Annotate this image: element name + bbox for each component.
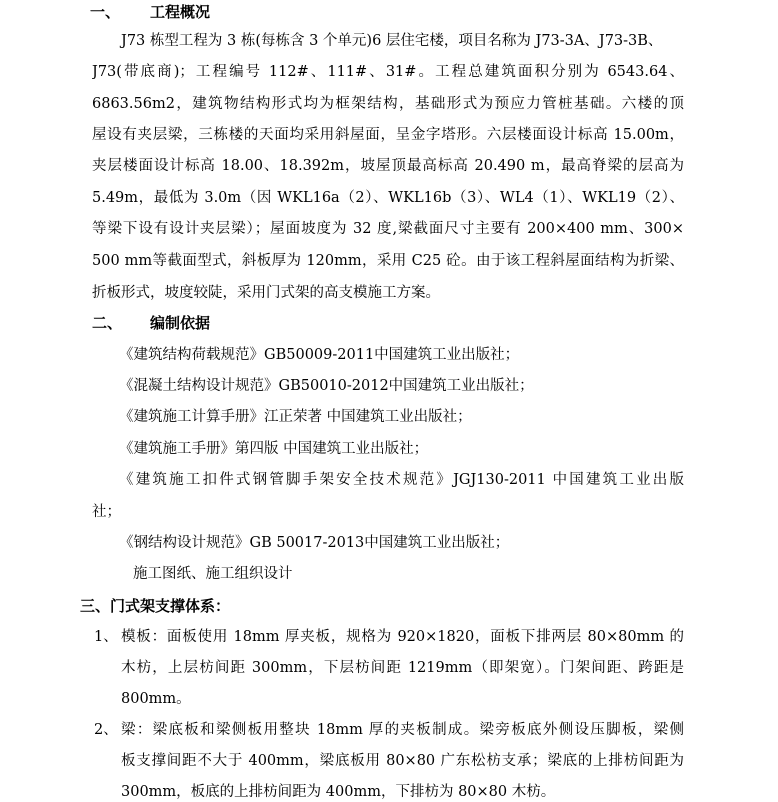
section3-item-1-line-1: 模板：面板使用 18mm 厚夹板，规格为 920×1820，面板下排两层 80×80mm 的: [121, 629, 684, 645]
section3-heading: 三、门式架支撑体系：: [80, 597, 231, 615]
section2-number: 二、: [92, 314, 123, 332]
ref-item-5: 《建筑施工扣件式钢管脚手架安全技术规范》JGJ130-2011 中国建筑工业出版: [119, 472, 684, 488]
section3-item-2-number: 2、: [94, 722, 118, 738]
section3-item-1-line-3: 800mm。: [121, 691, 191, 707]
section1-line-1: J73 栋型工程为 3 栋(每栋含 3 个单元)6 层住宅楼，项目名称为 J73-3A、J73-3B、: [121, 33, 663, 49]
section1-heading: [90, 2, 210, 22]
section1-line-2: J73(带底商)；工程编号 112#、111#、31#。工程总建筑面积分别为 6543.64、: [92, 64, 684, 80]
section1-number: 一、: [90, 3, 121, 21]
section1-title: 工程概况: [150, 3, 211, 21]
ref-item-7: 施工图纸、施工组织设计: [133, 566, 293, 582]
ref-item-2: 《混凝土结构设计规范》GB50010-2012中国建筑工业出版社；: [119, 378, 534, 394]
section1-line-8: 500 mm等截面型式，斜板厚为 120mm，采用 C25 砼。由于该工程斜屋面结构为折梁、: [92, 253, 684, 269]
section2-title: 编制依据: [150, 314, 211, 332]
section1-line-3: 6863.56m2，建筑物结构形式均为框架结构，基础形式为预应力管桩基础。六楼的顶: [92, 96, 684, 112]
section3-item-2-line-2: 板支撑间距不大于 400mm，梁底板用 80×80 广东松枋支承；梁底的上排枋间距为: [121, 753, 684, 769]
section3-item-2-line-3: 300mm，板底的上排枋间距为 400mm，下排枋为 80×80 木枋。: [121, 784, 556, 800]
ref-item-4: 《建筑施工手册》第四版 中国建筑工业出版社；: [119, 441, 429, 457]
ref-item-6: 《钢结构设计规范》GB 50017-2013中国建筑工业出版社；: [119, 535, 510, 551]
section1-line-7: 等梁下设有设计夹层梁）；屋面坡度为 32 度,梁截面尺寸主要有 200×400 mm、300×: [92, 221, 684, 237]
ref-item-3: 《建筑施工计算手册》江正荣著 中国建筑工业出版社；: [119, 409, 472, 425]
section1-line-4: 屋设有夹层梁，三栋楼的天面均采用斜屋面，呈金字塔形。六层楼面设计标高 15.00m，: [92, 127, 684, 143]
ref-item-5-cont: 社；: [92, 504, 121, 520]
section1-line-9: 折板形式，坡度较陡，采用门式架的高支模施工方案。: [92, 285, 440, 301]
section1-line-6: 5.49m，最低为 3.0m（因 WKL16a（2）、WKL16b（3）、WL4（1）、WKL19（2）、: [92, 190, 684, 206]
section1-line-5: 夹层楼面设计标高 18.00、18.392m，坡屋顶最高标高 20.490 m，最高脊梁的层高为: [92, 158, 684, 174]
section2-heading: [92, 313, 210, 333]
section3-item-2-line-1: 梁：梁底板和梁侧板用整块 18mm 厚的夹板制成。梁旁板底外侧设压脚板，梁侧: [121, 722, 684, 738]
section3-item-1-number: 1、: [94, 629, 118, 645]
section3-item-1-line-2: 木枋，上层枋间距 300mm，下层枋间距 1219mm（即架宽）。门架间距、跨距是: [121, 660, 684, 676]
ref-item-1: 《建筑结构荷载规范》GB50009-2011中国建筑工业出版社；: [119, 347, 520, 363]
